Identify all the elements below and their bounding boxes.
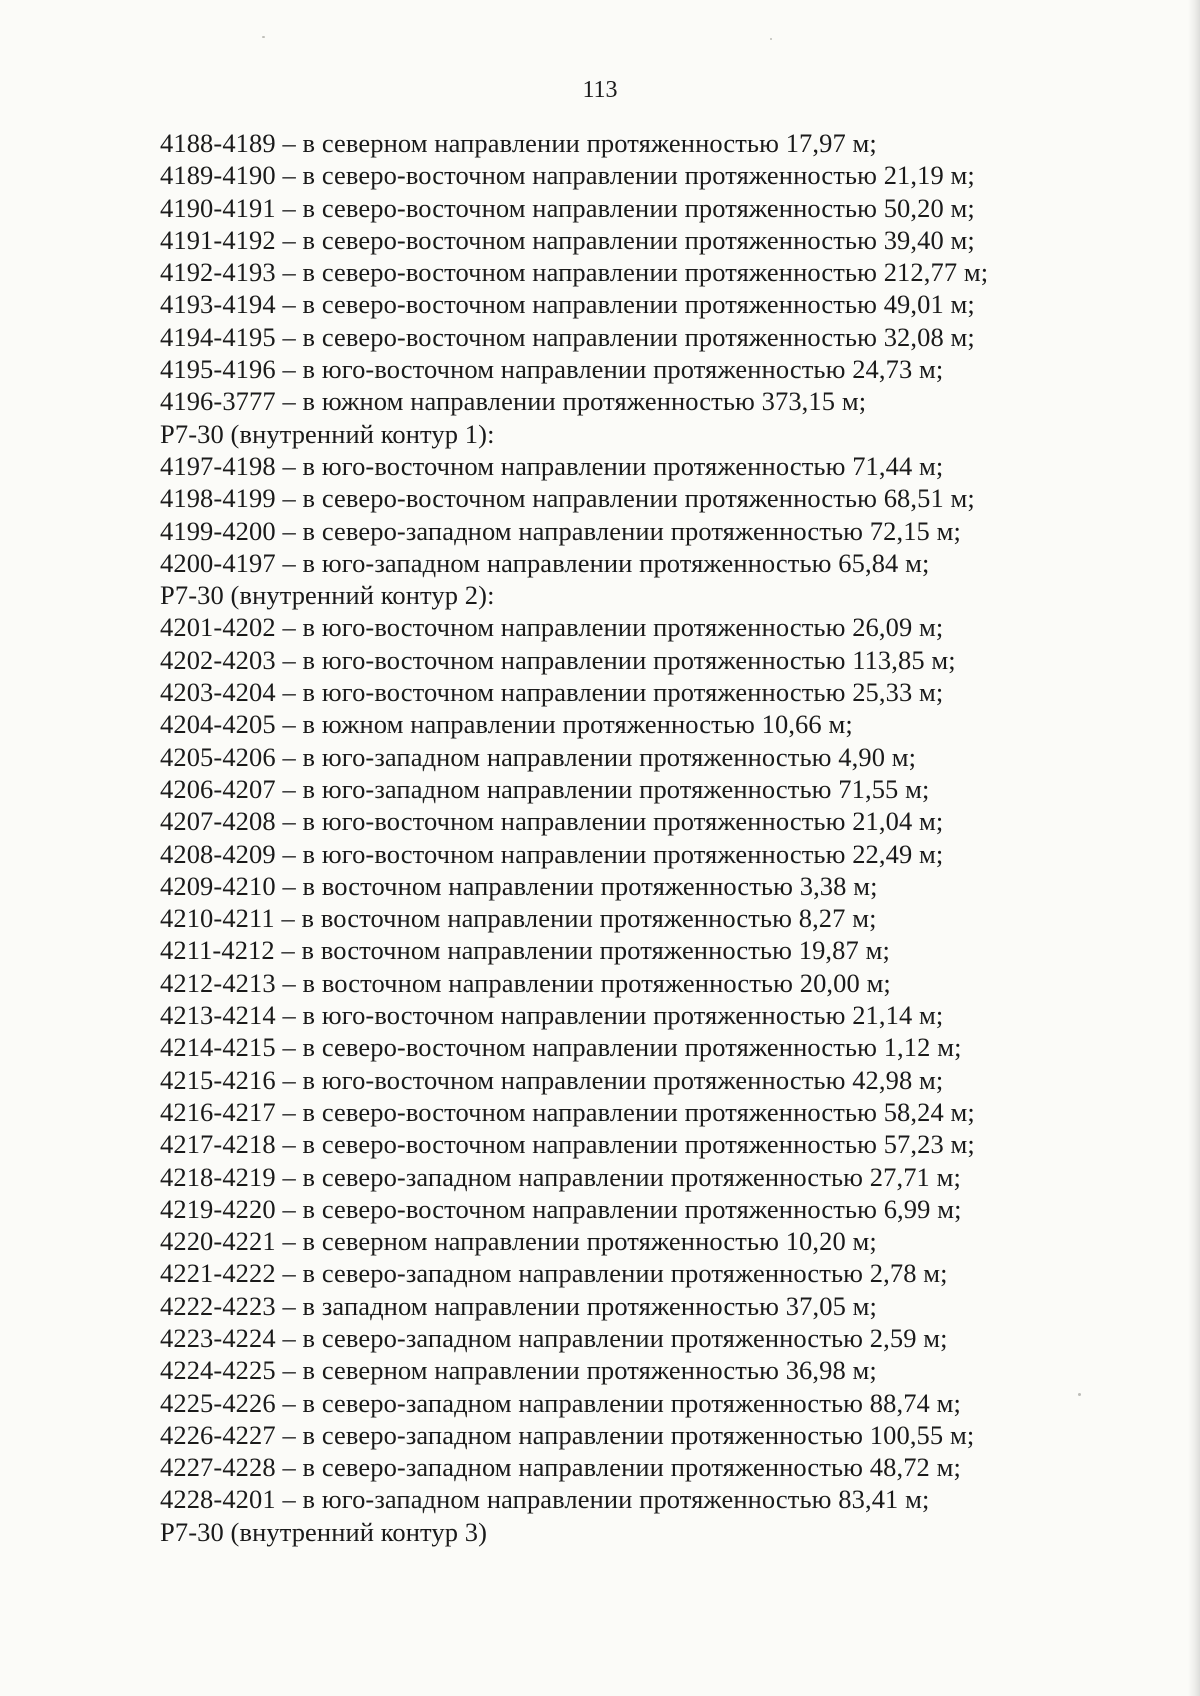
- text-line: 4224-4225 – в северном направлении протяженностью 36,98 м;: [160, 1355, 877, 1386]
- scan-edge-shadow: [1188, 0, 1200, 1696]
- text-line: 4199-4200 – в северо-западном направлении протяженностью 72,15 м;: [160, 515, 961, 546]
- scan-speck: [1078, 1393, 1081, 1396]
- text-line: 4190-4191 – в северо-восточном направлении протяженностью 50,20 м;: [160, 192, 975, 223]
- text-line: 4205-4206 – в юго-западном направлении протяженностью 4,90 м;: [160, 741, 917, 772]
- text-line: 4189-4190 – в северо-восточном направлении протяженностью 21,19 м;: [160, 160, 975, 191]
- text-line: 4203-4204 – в юго-восточном направлении протяженностью 25,33 м;: [160, 677, 944, 708]
- text-line: 4222-4223 – в западном направлении протяженностью 37,05 м;: [160, 1290, 877, 1321]
- text-line: 4215-4216 – в юго-восточном направлении протяженностью 42,98 м;: [160, 1064, 944, 1095]
- text-line: 4198-4199 – в северо-восточном направлении протяженностью 68,51 м;: [160, 483, 975, 514]
- text-line: 4223-4224 – в северо-западном направлении протяженностью 2,59 м;: [160, 1322, 948, 1353]
- text-line: 4204-4205 – в южном направлении протяженностью 10,66 м;: [160, 709, 853, 740]
- section-heading: Р7-30 (внутренний контур 3): [160, 1516, 488, 1547]
- text-line: 4214-4215 – в северо-восточном направлении протяженностью 1,12 м;: [160, 1032, 962, 1063]
- scan-speck: [262, 36, 265, 38]
- text-line: 4195-4196 – в юго-восточном направлении протяженностью 24,73 м;: [160, 354, 944, 385]
- text-line: 4219-4220 – в северо-восточном направлении протяженностью 6,99 м;: [160, 1193, 962, 1224]
- text-line: 4197-4198 – в юго-восточном направлении протяженностью 71,44 м;: [160, 450, 944, 481]
- text-line: 4188-4189 – в северном направлении протяженностью 17,97 м;: [160, 128, 877, 158]
- text-line: 4221-4222 – в северо-западном направлении протяженностью 2,78 м;: [160, 1258, 948, 1289]
- text-line: 4194-4195 – в северо-восточном направлении протяженностью 32,08 м;: [160, 321, 975, 352]
- text-line: 4193-4194 – в северо-восточном направлении протяженностью 49,01 м;: [160, 289, 975, 320]
- text-line: 4213-4214 – в юго-восточном направлении протяженностью 21,14 м;: [160, 1000, 944, 1031]
- section-heading: Р7-30 (внутренний контур 2):: [160, 580, 495, 611]
- document-body: [160, 127, 1170, 1548]
- text-line: 4227-4228 – в северо-западном направлении протяженностью 48,72 м;: [160, 1452, 961, 1483]
- text-line: 4192-4193 – в северо-восточном направлении протяженностью 212,77 м;: [160, 257, 989, 288]
- text-line: 4191-4192 – в северо-восточном направлении протяженностью 39,40 м;: [160, 224, 975, 255]
- text-line: 4225-4226 – в северо-западном направлении протяженностью 88,74 м;: [160, 1387, 961, 1418]
- text-line: 4206-4207 – в юго-западном направлении протяженностью 71,55 м;: [160, 773, 930, 804]
- section-heading: Р7-30 (внутренний контур 1):: [160, 418, 495, 449]
- text-line: 4228-4201 – в юго-западном направлении протяженностью 83,41 м;: [160, 1484, 930, 1515]
- text-line: 4220-4221 – в северном направлении протяженностью 10,20 м;: [160, 1226, 877, 1257]
- text-line: 4218-4219 – в северо-западном направлении протяженностью 27,71 м;: [160, 1161, 961, 1192]
- text-line: 4209-4210 – в восточном направлении протяженностью 3,38 м;: [160, 870, 878, 901]
- text-line: 4212-4213 – в восточном направлении протяженностью 20,00 м;: [160, 967, 891, 998]
- text-line: 4196-3777 – в южном направлении протяженностью 373,15 м;: [160, 386, 867, 417]
- text-line: 4201-4202 – в юго-восточном направлении протяженностью 26,09 м;: [160, 612, 944, 643]
- text-line: 4208-4209 – в юго-восточном направлении протяженностью 22,49 м;: [160, 838, 944, 869]
- text-line: 4207-4208 – в юго-восточном направлении протяженностью 21,04 м;: [160, 806, 944, 837]
- text-line: 4200-4197 – в юго-западном направлении протяженностью 65,84 м;: [160, 547, 930, 578]
- text-line: 4217-4218 – в северо-восточном направлении протяженностью 57,23 м;: [160, 1129, 975, 1160]
- text-line: 4210-4211 – в восточном направлении протяженностью 8,27 м;: [160, 903, 877, 934]
- page-number: 113: [582, 77, 618, 103]
- text-line: 4211-4212 – в восточном направлении протяженностью 19,87 м;: [160, 935, 890, 966]
- text-line: 4216-4217 – в северо-восточном направлении протяженностью 58,24 м;: [160, 1096, 975, 1127]
- text-line: 4226-4227 – в северо-западном направлении протяженностью 100,55 м;: [160, 1419, 975, 1450]
- scan-speck: [770, 38, 772, 40]
- text-line: 4202-4203 – в юго-восточном направлении протяженностью 113,85 м;: [160, 644, 956, 675]
